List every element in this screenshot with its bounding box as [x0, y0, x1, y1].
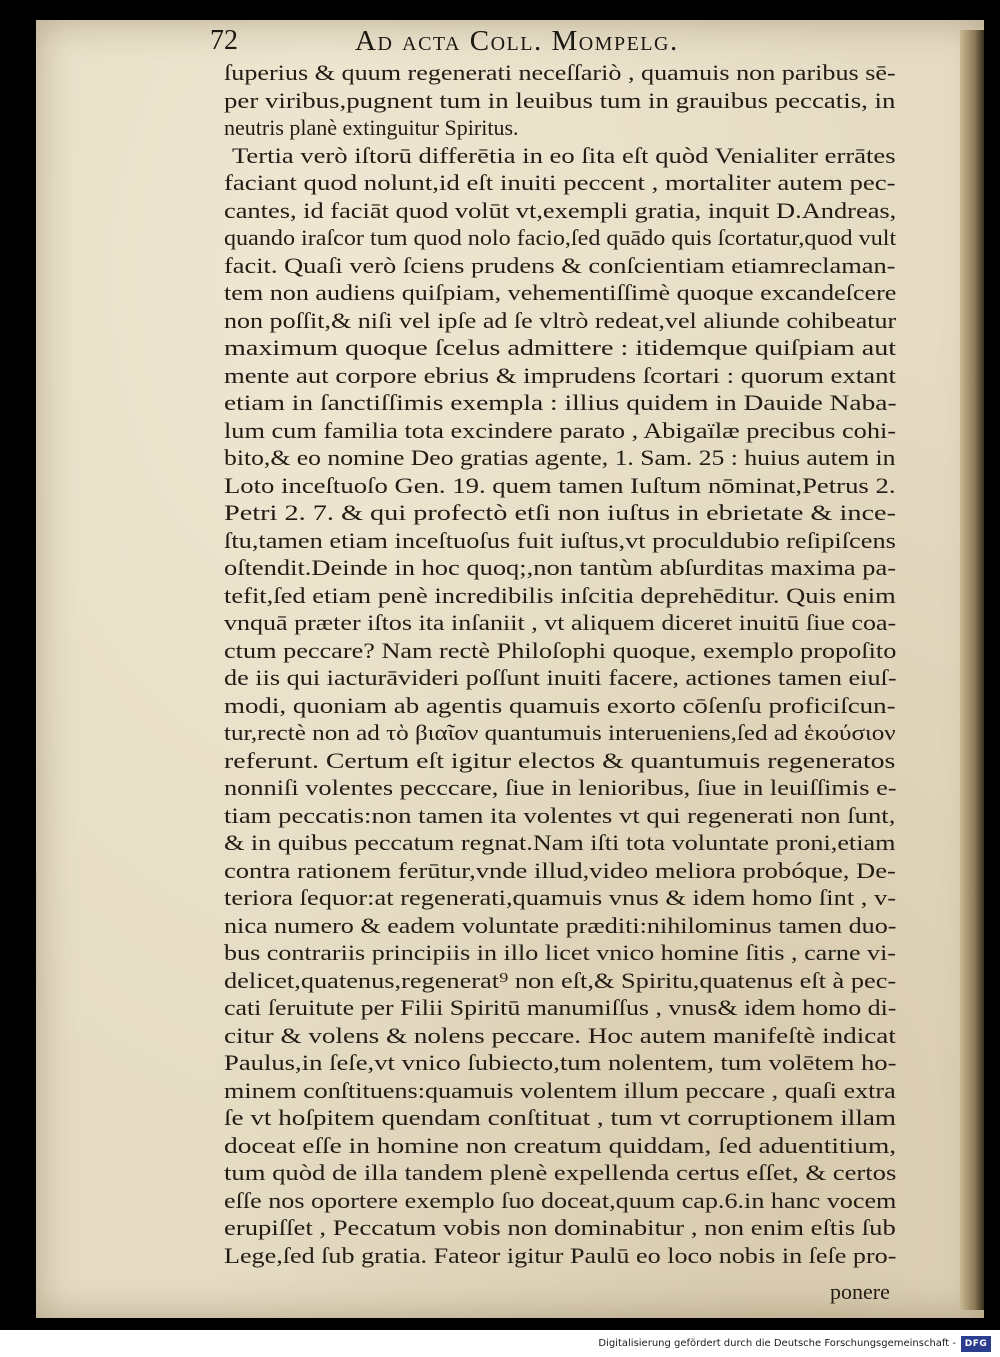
text-line: ctum peccare? Nam rectè Philoſophi quoque, exemplo propoſito [224, 637, 897, 663]
text-line: ſuperius & quum regenerati neceſſariò , quamuis non paribus sē- [224, 60, 896, 85]
text-line: bus contrariis principiis in illo licet vnico homine ſitis , carne vi- [224, 940, 896, 965]
text-line: oſtendit.Deinde in hoc quoq;,non tantùm abſurditas maxima pa- [224, 555, 897, 580]
text-line: tum quòd de illa tandem plenè expellenda certus eſſet, & certos [224, 1160, 897, 1185]
text-line: tem non audiens quiſpiam, vehementiſſimè quoque excandeſcere [224, 280, 897, 305]
text-line: etiam in ſanctiſſimis exempla : illius quidem in Dauide Naba- [224, 390, 897, 415]
text-line: referunt. Certum eſt igitur electos & quantumuis regeneratos [224, 747, 896, 773]
text-line: nonniſi volentes pecccare, ſiue in lenioribus, ſiue in leuiſſimis e- [224, 775, 897, 800]
text-line: contra rationem ferūtur,vnde illud,video meliora probóque, De- [224, 857, 896, 883]
text-line: modi, quoniam ab agentis quamuis exorto cōſenſu proficiſcun- [224, 692, 896, 718]
text-line: bito,& eo nomine Deo gratias agente, 1. Sam. 25 : huius autem in [224, 445, 896, 470]
text-line: de iis qui iacturāvideri poſſunt inuiti facere, actiones tamen eiuſ- [224, 665, 897, 690]
text-line: maximum quoque ſcelus admittere : itidemque quiſpiam aut [224, 335, 897, 360]
text-line: tefit,ſed etiam penè incredibilis inſcitia deprehēditur. Quis enim [224, 582, 896, 608]
funding-credit: Digitalisierung gefördert durch die Deutsche Forschungsgemeinschaft - [598, 1338, 956, 1349]
digitization-footer [0, 1330, 1000, 1357]
text-line: doceat eſſe in homine non creatum quiddam, ſed aduentitium, [224, 1132, 897, 1158]
text-line: vnquā præter iſtos ita inſaniit , vt aliquem diceret inuitū ſiue coa- [224, 610, 897, 635]
text-line: non poſſit,& niſi vel ipſe ad ſe vltrò redeat,vel aliunde cohibeatur [224, 307, 897, 333]
text-line: tiam peccatis:non tamen ita volentes vt qui regenerati non ſunt, [224, 802, 896, 828]
text-line: neutris planè extinguitur Spiritus. [224, 115, 519, 140]
catchword: ponere [830, 1279, 890, 1304]
dfg-logo-icon: DFG [961, 1336, 991, 1352]
text-line: ſtu,tamen etiam inceſtuoſus fuit iuſtus,vt proculdubio reſipiſcens [224, 527, 896, 553]
text-line: per viribus,pugnent tum in leuibus tum in grauibus peccatis, in [224, 87, 896, 113]
text-line: delicet,quatenus,regenerat⁹ non eſt,& Spiritu,quatenus eſt à pec- [224, 967, 897, 993]
text-line: cantes, id faciāt quod volūt vt,exempli gratia, inquit D.Andreas, [224, 197, 897, 223]
text-line: minem conſtituens:quamuis volentem illum peccare , quaſi extra [224, 1077, 896, 1103]
text-line: Lege,ſed ſub gratia. Fateor igitur Paulū eo loco nobis in ſeſe pro- [224, 1242, 897, 1268]
text-line: faciant quod nolunt,id eſt inuiti peccent , mortaliter autem pec- [224, 170, 896, 195]
text-line: lum cum familia tota excindere parato , Abigaïlæ precibus cohi- [224, 417, 897, 443]
text-line: & in quibus peccatum regnat.Nam iſti tota voluntate proni,etiam [224, 830, 896, 855]
text-line: facit. Quaſi verò ſciens prudens & conſcientiam etiamreclaman- [224, 252, 896, 278]
page-number: 72 [210, 25, 238, 56]
text-line: nica numero & eadem voluntate præditi:nihilominus tamen duo- [224, 912, 897, 938]
text-line: Loto inceſtuoſo Gen. 19. quem tamen Iuſtum nōminat,Petrus 2. [224, 472, 896, 498]
text-line: mente aut corpore ebrius & imprudens ſcortari : quorum extant [224, 362, 896, 388]
text-line: cati ſeruitute per Filii Spiritū manumiſſus , vnus& idem homo di- [224, 995, 897, 1020]
text-line: teriora ſequor:at regenerati,quamuis vnus & idem homo ſint , v- [224, 885, 897, 910]
text-line: Tertia verò iſtorū differētia in eo ſita eſt quòd Venialiter errātes [232, 142, 896, 168]
text-line: erupiſſet , Peccatum vobis non dominabitur , non enim eſtis ſub [224, 1215, 896, 1240]
text-line: Paulus,in ſeſe,vt vnico ſubiecto,tum nolentem, tum volētem ho- [224, 1050, 897, 1075]
text-line: citur & volens & nolens peccare. Hoc autem manifeſtè indicat [224, 1022, 896, 1048]
text-line: eſſe nos oportere exemplo ſuo doceat,quum cap.6.in hanc vocem [224, 1187, 897, 1213]
text-line: tur,rectè non ad τὸ βιαῖον quantumuis interueniens,ſed ad ἑκούσιον [224, 720, 896, 745]
text-line: Petri 2. 7. & qui profectò etſi non iuſtus in ebrietate & ince- [224, 500, 896, 525]
running-title: Ad acta Coll. Mompelg. [355, 25, 679, 57]
text-line: quando iraſcor tum quod nolo facio,ſed quādo quis ſcortatur,quod vult [224, 225, 897, 250]
text-line: ſe vt hoſpitem quendam conſtituat , tum vt corruptionem illam [224, 1105, 897, 1130]
